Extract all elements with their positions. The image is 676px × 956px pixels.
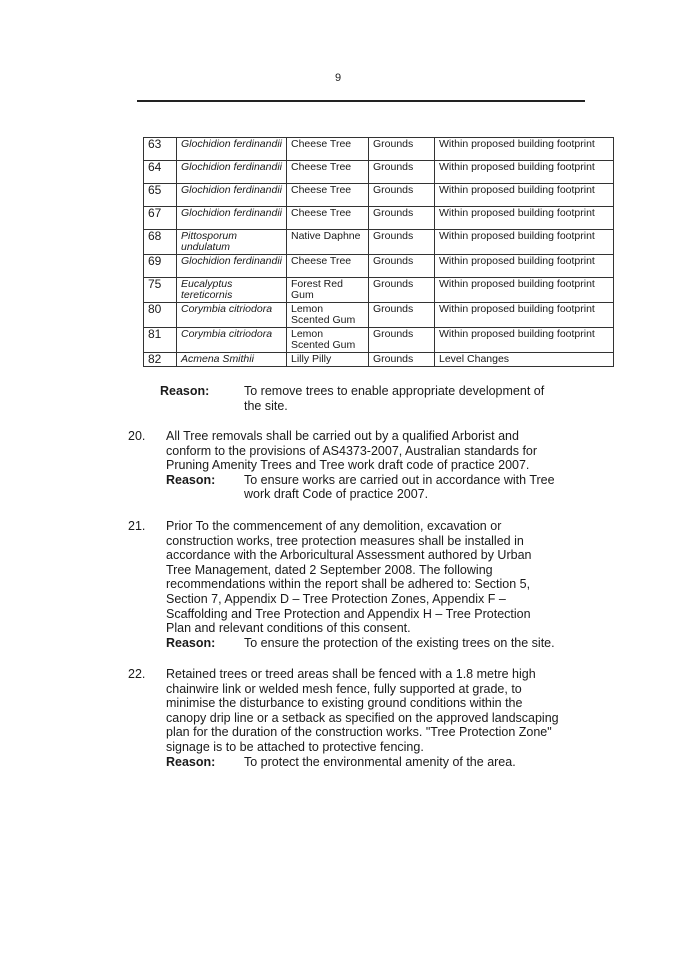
location-cell: Grounds bbox=[369, 278, 435, 303]
condition-number: 21. bbox=[128, 519, 146, 533]
table-row bbox=[144, 255, 614, 278]
location-cell: Grounds bbox=[369, 303, 435, 328]
location-cell: Grounds bbox=[369, 138, 435, 161]
condition-line: All Tree removals shall be carried out by a qualified Arborist and bbox=[166, 429, 519, 443]
table-row bbox=[144, 184, 614, 207]
common-name-cell: Cheese Tree bbox=[287, 184, 369, 207]
table-row bbox=[144, 207, 614, 230]
condition-line: plan for the duration of the construction works. "Tree Protection Zone" bbox=[166, 725, 552, 740]
condition-line: Tree Management, dated 2 September 2008. The following bbox=[166, 562, 493, 577]
common-name-cell: Cheese Tree bbox=[287, 255, 369, 278]
tree-number-cell: 63 bbox=[144, 138, 177, 161]
table-row bbox=[144, 303, 614, 328]
location-cell: Grounds bbox=[369, 207, 435, 230]
table-row bbox=[144, 230, 614, 255]
tree-number-cell: 81 bbox=[144, 328, 177, 353]
removal-reason-cell: Within proposed building footprint bbox=[435, 328, 614, 353]
condition-line: Scaffolding and Tree Protection and Appendix H – Tree Protection bbox=[166, 606, 531, 621]
condition-line: construction works, tree protection measures shall be installed in bbox=[166, 533, 524, 548]
common-name-cell: Lilly Pilly bbox=[287, 353, 369, 367]
condition-text bbox=[166, 519, 580, 636]
tree-removal-table bbox=[143, 137, 614, 367]
location-cell: Grounds bbox=[369, 328, 435, 353]
location-cell: Grounds bbox=[369, 184, 435, 207]
reason-label: Reason: bbox=[166, 754, 216, 769]
common-name-cell: Lemon Scented Gum bbox=[287, 303, 369, 328]
reason-label: Reason: bbox=[166, 635, 216, 650]
scientific-name-cell: Glochidion ferdinandii bbox=[177, 207, 287, 230]
tree-number-cell: 65 bbox=[144, 184, 177, 207]
removal-reason-cell: Within proposed building footprint bbox=[435, 303, 614, 328]
scientific-name-cell: Corymbia citriodora bbox=[177, 303, 287, 328]
tree-number-cell: 82 bbox=[144, 353, 177, 367]
condition-line: Plan and relevant conditions of this consent. bbox=[166, 621, 411, 636]
condition-line: Pruning Amenity Trees and Tree work draft code of practice 2007. bbox=[166, 458, 530, 473]
condition-line: minimise the disturbance to existing ground conditions within the bbox=[166, 696, 523, 711]
reason-text: work draft Code of practice 2007. bbox=[244, 487, 429, 502]
condition-21 bbox=[128, 519, 580, 650]
reason-text: the site. bbox=[244, 399, 288, 413]
removal-reason-cell: Within proposed building footprint bbox=[435, 278, 614, 303]
location-cell: Grounds bbox=[369, 255, 435, 278]
reason-text: To ensure works are carried out in accordance with Tree bbox=[244, 472, 555, 487]
scientific-name-cell: Glochidion ferdinandii bbox=[177, 161, 287, 184]
scientific-name-cell: Glochidion ferdinandii bbox=[177, 138, 287, 161]
common-name-cell: Cheese Tree bbox=[287, 207, 369, 230]
condition-reason bbox=[166, 636, 580, 651]
removal-reason-cell: Level Changes bbox=[435, 353, 614, 367]
reason-label: Reason: bbox=[166, 472, 216, 487]
table-row bbox=[144, 353, 614, 367]
condition-line: signage is to be attached to protective fencing. bbox=[166, 739, 424, 754]
tree-number-cell: 64 bbox=[144, 161, 177, 184]
table-row bbox=[144, 328, 614, 353]
tree-number-cell: 68 bbox=[144, 230, 177, 255]
common-name-cell: Cheese Tree bbox=[287, 138, 369, 161]
page-number: 9 bbox=[334, 72, 342, 84]
table-row bbox=[144, 278, 614, 303]
removal-reason-cell: Within proposed building footprint bbox=[435, 230, 614, 255]
condition-line: Section 7, Appendix D – Tree Protection Zones, Appendix F – bbox=[166, 591, 506, 606]
scientific-name-cell: Pittosporum undulatum bbox=[177, 230, 287, 255]
condition-line: Prior To the commencement of any demolition, excavation or bbox=[166, 519, 502, 533]
table-reason-continued bbox=[244, 399, 288, 414]
tree-number-cell: 80 bbox=[144, 303, 177, 328]
tree-number-cell: 67 bbox=[144, 207, 177, 230]
table-row bbox=[144, 138, 614, 161]
condition-line: Retained trees or treed areas shall be fenced with a 1.8 metre high bbox=[166, 667, 536, 681]
reason-text: To remove trees to enable appropriate development of bbox=[244, 384, 545, 398]
common-name-cell: Native Daphne bbox=[287, 230, 369, 255]
scientific-name-cell: Glochidion ferdinandii bbox=[177, 255, 287, 278]
reason-text: To ensure the protection of the existing trees on the site. bbox=[244, 635, 555, 650]
condition-line: canopy drip line or a setback as specified on the approved landscaping bbox=[166, 710, 559, 725]
condition-line: chainwire link or welded mesh fence, fully supported at grade, to bbox=[166, 681, 522, 696]
location-cell: Grounds bbox=[369, 161, 435, 184]
removal-reason-cell: Within proposed building footprint bbox=[435, 207, 614, 230]
tree-number-cell: 75 bbox=[144, 278, 177, 303]
common-name-cell: Lemon Scented Gum bbox=[287, 328, 369, 353]
condition-text bbox=[166, 429, 580, 473]
scientific-name-cell: Corymbia citriodora bbox=[177, 328, 287, 353]
scientific-name-cell: Eucalyptus tereticornis bbox=[177, 278, 287, 303]
condition-reason bbox=[166, 473, 580, 502]
reason-label: Reason: bbox=[160, 384, 210, 398]
location-cell: Grounds bbox=[369, 230, 435, 255]
condition-20 bbox=[128, 429, 580, 502]
header-rule bbox=[137, 100, 585, 102]
removal-reason-cell: Within proposed building footprint bbox=[435, 138, 614, 161]
condition-text bbox=[166, 667, 580, 755]
tree-number-cell: 69 bbox=[144, 255, 177, 278]
removal-reason-cell: Within proposed building footprint bbox=[435, 184, 614, 207]
table-row bbox=[144, 161, 614, 184]
condition-line: conform to the provisions of AS4373-2007, Australian standards for bbox=[166, 443, 538, 458]
location-cell: Grounds bbox=[369, 353, 435, 367]
condition-number: 20. bbox=[128, 429, 146, 443]
condition-reason bbox=[166, 755, 580, 770]
common-name-cell: Forest Red Gum bbox=[287, 278, 369, 303]
removal-reason-cell: Within proposed building footprint bbox=[435, 255, 614, 278]
table-reason bbox=[160, 384, 544, 399]
common-name-cell: Cheese Tree bbox=[287, 161, 369, 184]
condition-line: accordance with the Arboricultural Assessment authored by Urban bbox=[166, 548, 532, 563]
reason-text: To protect the environmental amenity of the area. bbox=[244, 754, 516, 769]
condition-22 bbox=[128, 667, 580, 769]
scientific-name-cell: Acmena Smithii bbox=[177, 353, 287, 367]
condition-line: recommendations within the report shall be adhered to: Section 5, bbox=[166, 577, 531, 592]
condition-number: 22. bbox=[128, 667, 146, 681]
removal-reason-cell: Within proposed building footprint bbox=[435, 161, 614, 184]
scientific-name-cell: Glochidion ferdinandii bbox=[177, 184, 287, 207]
